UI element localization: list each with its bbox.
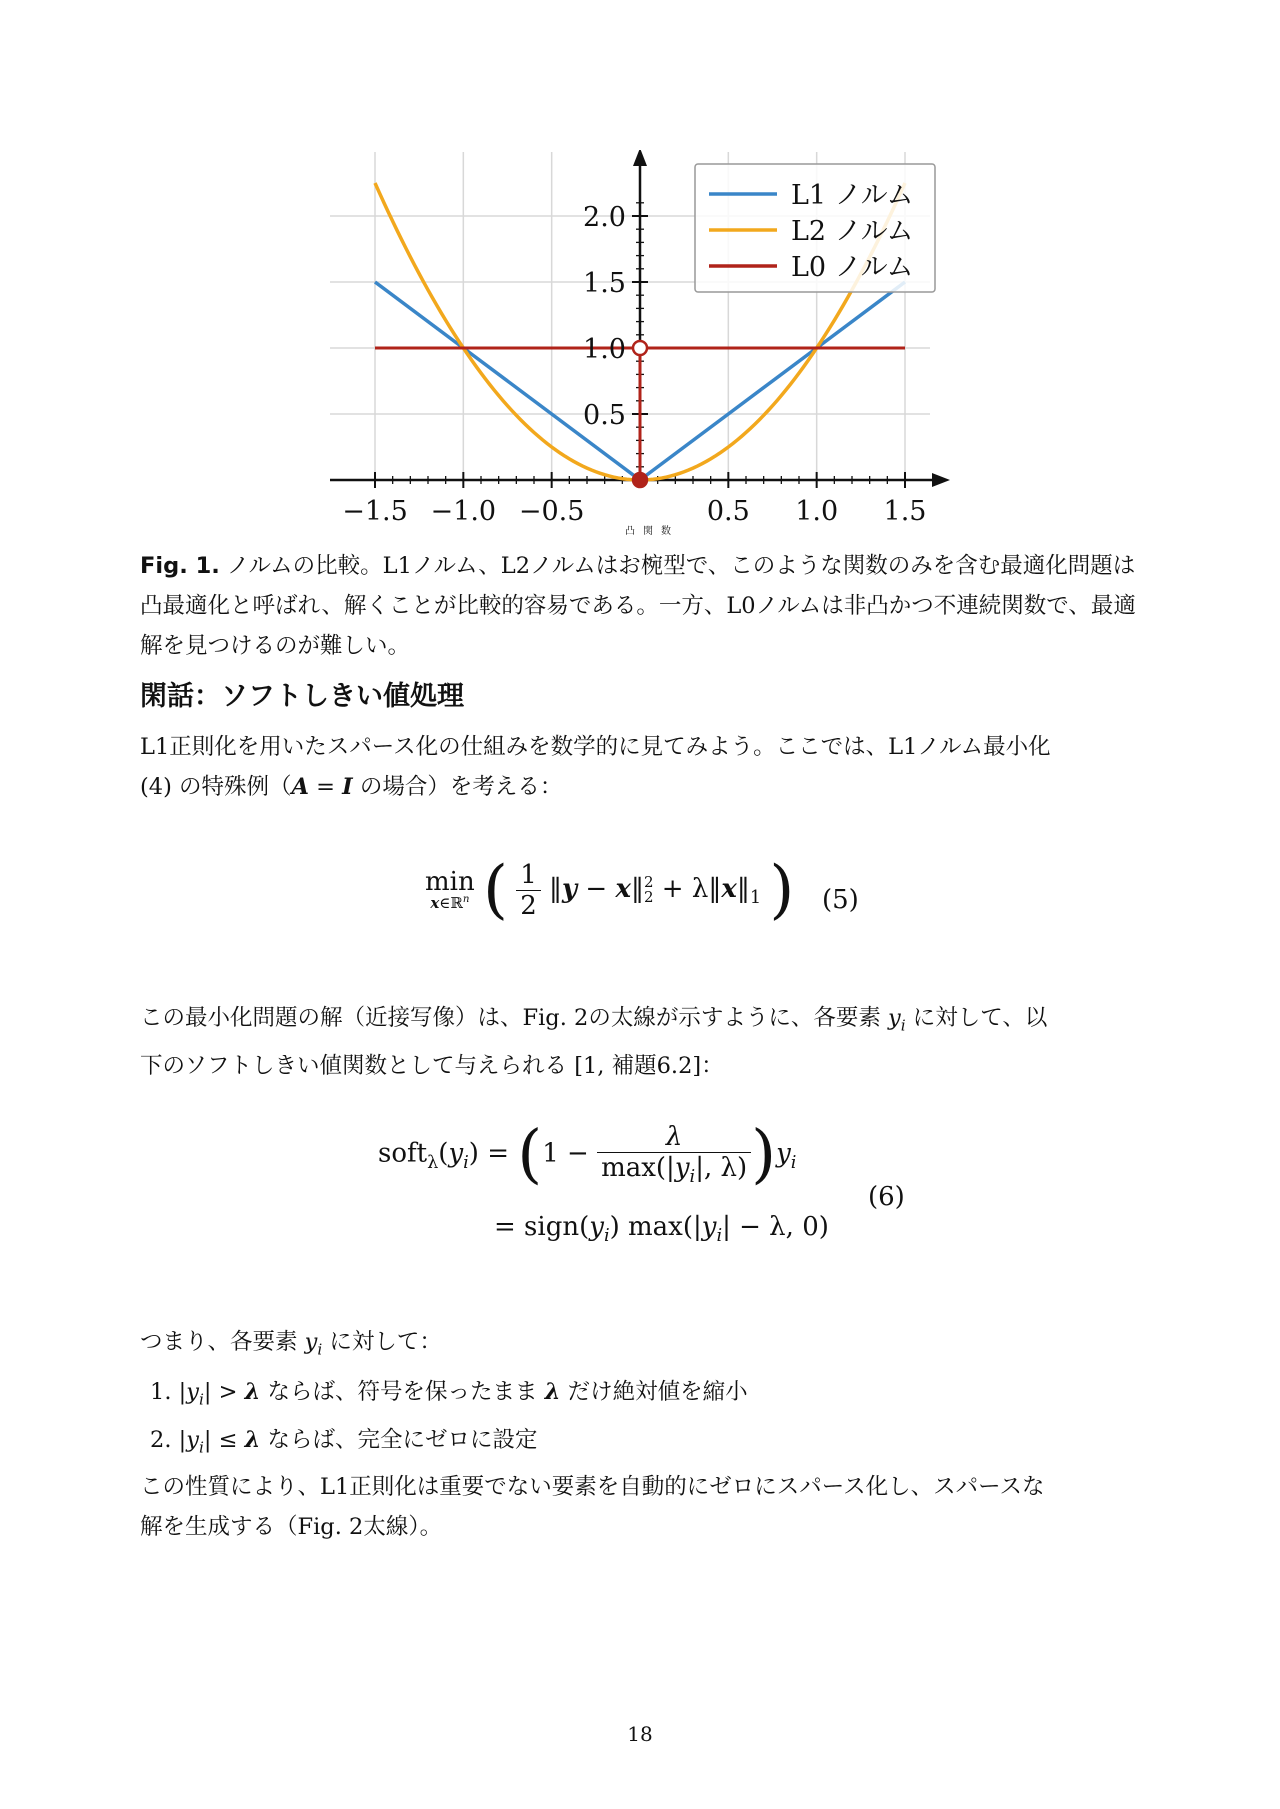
- plus-lambda: + λ‖: [653, 874, 722, 904]
- ruby-annotation: 凸関数: [624, 526, 679, 537]
- lhs-open: (: [438, 1138, 449, 1169]
- lambda: λ: [244, 1426, 261, 1453]
- tail-y: y: [776, 1138, 791, 1169]
- para3-var: y: [304, 1329, 318, 1355]
- den-a: max(|: [601, 1153, 675, 1183]
- abs-open: |: [178, 1379, 187, 1405]
- para3-text-b: に対して：: [322, 1329, 442, 1355]
- left-paren: (: [482, 853, 508, 927]
- equation-6-line2: [494, 1212, 829, 1246]
- min-operator: [425, 869, 475, 911]
- paragraph-conclusion: [140, 1467, 1140, 1547]
- l0-filled-point: [633, 473, 647, 487]
- var-yi-sub: i: [900, 1016, 906, 1035]
- x-tick-label: −1.0: [430, 496, 497, 527]
- equals-sign: =: [309, 774, 343, 800]
- sign-c: | − λ, 0): [722, 1212, 829, 1242]
- paragraph-prox: [140, 998, 1140, 1086]
- soft-text: soft: [378, 1138, 428, 1169]
- den-b: |, λ): [695, 1153, 748, 1183]
- x-tick-label: 1.5: [883, 496, 927, 527]
- var-x: x: [615, 874, 631, 904]
- paragraph-intro: [140, 727, 1140, 807]
- y-tick-label: 1.5: [583, 268, 626, 299]
- sign-y2: y: [701, 1212, 717, 1242]
- paragraph-summary: [140, 1322, 1140, 1370]
- section-heading: 閑話：ソフトしきい値処理: [140, 681, 464, 712]
- var-y: y: [562, 874, 578, 904]
- abs-open: |: [178, 1426, 187, 1453]
- list-item: [150, 1372, 748, 1420]
- para2-line2: 下のソフトしきい値関数として与えられる [1, 補題6.2]：: [140, 1052, 724, 1079]
- right-paren: ): [769, 853, 795, 927]
- para1-text-b: の場合）を考える：: [352, 774, 563, 800]
- sign-i: i: [603, 1226, 610, 1247]
- tail-i: i: [790, 1152, 797, 1173]
- lambda: λ: [244, 1379, 261, 1405]
- frac-num: 1: [520, 859, 537, 890]
- legend-label: L2 ノルム: [791, 216, 914, 247]
- para3-sub: i: [317, 1340, 323, 1359]
- equation-5: [425, 853, 795, 927]
- x-axis-arrow: [932, 473, 950, 487]
- min-sub-n: n: [462, 894, 470, 905]
- para4-line2: 解を生成する（Fig. 2太線）。: [140, 1514, 443, 1540]
- y-tick-label: 0.5: [583, 400, 626, 431]
- list-var: y: [186, 1379, 199, 1405]
- min-sub-set: ∈ℝ: [439, 894, 463, 912]
- one-minus: 1 −: [542, 1138, 589, 1169]
- para2-text-b: に対して、以: [912, 1005, 1048, 1031]
- norm-comparison-chart: [330, 150, 950, 540]
- list-text-2: だけ絶対値を縮小: [560, 1379, 748, 1405]
- list-num: 1.: [150, 1379, 172, 1405]
- legend-label: L0 ノルム: [791, 252, 914, 283]
- lhs-y: y: [448, 1138, 464, 1169]
- eq6-frac-den: [597, 1152, 751, 1187]
- half-fraction: [516, 860, 541, 921]
- lhs-close: ) =: [468, 1138, 509, 1169]
- para3-text-a: つまり、各要素: [140, 1329, 305, 1355]
- y-tick-label: 2.0: [583, 202, 626, 233]
- den-i: i: [689, 1167, 696, 1188]
- legend-label: L1 ノルム: [791, 180, 914, 211]
- eq6-frac-num: λ: [665, 1122, 683, 1152]
- equation-6-number: (6): [868, 1182, 905, 1212]
- min-sub-x: x: [430, 894, 440, 912]
- chart-legend: [695, 164, 935, 292]
- figure-label: Fig. 1.: [140, 553, 220, 579]
- lhs-i: i: [463, 1152, 469, 1173]
- norm-close-2: ‖: [736, 874, 750, 904]
- sup-2: 2: [643, 873, 654, 891]
- equation-6-line1: [378, 1117, 858, 1192]
- figure-caption: [140, 526, 1140, 666]
- soft-sub-lambda: λ: [427, 1152, 439, 1173]
- x-tick-label: 1.0: [795, 496, 839, 527]
- var-x-2: x: [721, 874, 737, 904]
- abs-close-le: | ≤: [203, 1426, 245, 1453]
- para1-line1: L1正則化を用いたスパース化の仕組みを数学的に見てみよう。ここでは、L1ノルム最小化: [140, 734, 1051, 760]
- sign-y: y: [589, 1212, 604, 1242]
- para2-text-a: この最小化問題の解（近接写像）は、Fig. 2の太線が示すように、各要素: [140, 1005, 881, 1031]
- sign-b: ) max(|: [609, 1212, 702, 1242]
- l0-open-point: [633, 341, 647, 355]
- para2-line1: [140, 998, 1140, 1046]
- norm-scripts: [644, 875, 654, 905]
- norm-close: ‖: [630, 874, 644, 904]
- abs-close-gt: | >: [203, 1379, 245, 1405]
- eq6-right-paren: ): [751, 1117, 777, 1192]
- matrix-I: I: [342, 774, 353, 800]
- matrix-A: A: [291, 774, 309, 800]
- equation-5-number: (5): [822, 885, 859, 915]
- para1-line2: [140, 767, 1140, 807]
- caption-text-1: ノルムの比較。L1ノルム、L2ノルムは: [219, 553, 619, 579]
- minus: −: [577, 874, 616, 904]
- y-axis-arrow: [633, 150, 647, 166]
- para4-line1: この性質により、L1正則化は重要でない要素を自動的にゼロにスパース化し、スパースな: [140, 1474, 1045, 1500]
- page-number: 18: [627, 1722, 653, 1746]
- norm-open: ‖: [549, 874, 563, 904]
- frac-den: 2: [516, 890, 541, 921]
- min-subscript: [425, 895, 475, 911]
- x-tick-label: 0.5: [706, 496, 750, 527]
- list-num: 2.: [150, 1426, 172, 1453]
- ruby-annotated-term: [618, 526, 686, 586]
- list-sub: i: [198, 1438, 204, 1456]
- sign-a: = sign(: [494, 1212, 590, 1242]
- list-sub: i: [198, 1390, 204, 1409]
- list-var: y: [186, 1426, 199, 1453]
- list-text: ならば、完全にゼロに設定: [260, 1426, 538, 1453]
- x-tick-label: −1.5: [342, 496, 408, 527]
- sub-1: 1: [749, 888, 762, 909]
- lambda-fraction: [597, 1122, 751, 1187]
- x-tick-label: −0.5: [518, 496, 585, 527]
- den-y: y: [674, 1153, 690, 1183]
- ruby-base: お椀型: [618, 553, 686, 579]
- list-text: ならば、符号を保ったまま: [260, 1379, 545, 1405]
- condition-list: [150, 1372, 748, 1467]
- y-tick-label: 1.0: [583, 334, 626, 365]
- lambda-2: λ: [544, 1379, 561, 1405]
- eq6-left-paren: (: [517, 1117, 543, 1192]
- sign-i2: i: [716, 1226, 723, 1247]
- min-text: min: [425, 867, 475, 897]
- para1-text-a: (4) の特殊例（: [140, 774, 292, 800]
- sub-2: 2: [643, 888, 654, 906]
- list-item: [150, 1420, 748, 1468]
- var-yi: y: [888, 1005, 901, 1031]
- caption-text-2: で、このような関数のみを含む最適化問題は凸最適化と呼ばれ、解くことが比較的容易である。一方、L0ノルムは非凸かつ不連続関数で、最適解を見つけるのが難しい。: [140, 553, 1136, 659]
